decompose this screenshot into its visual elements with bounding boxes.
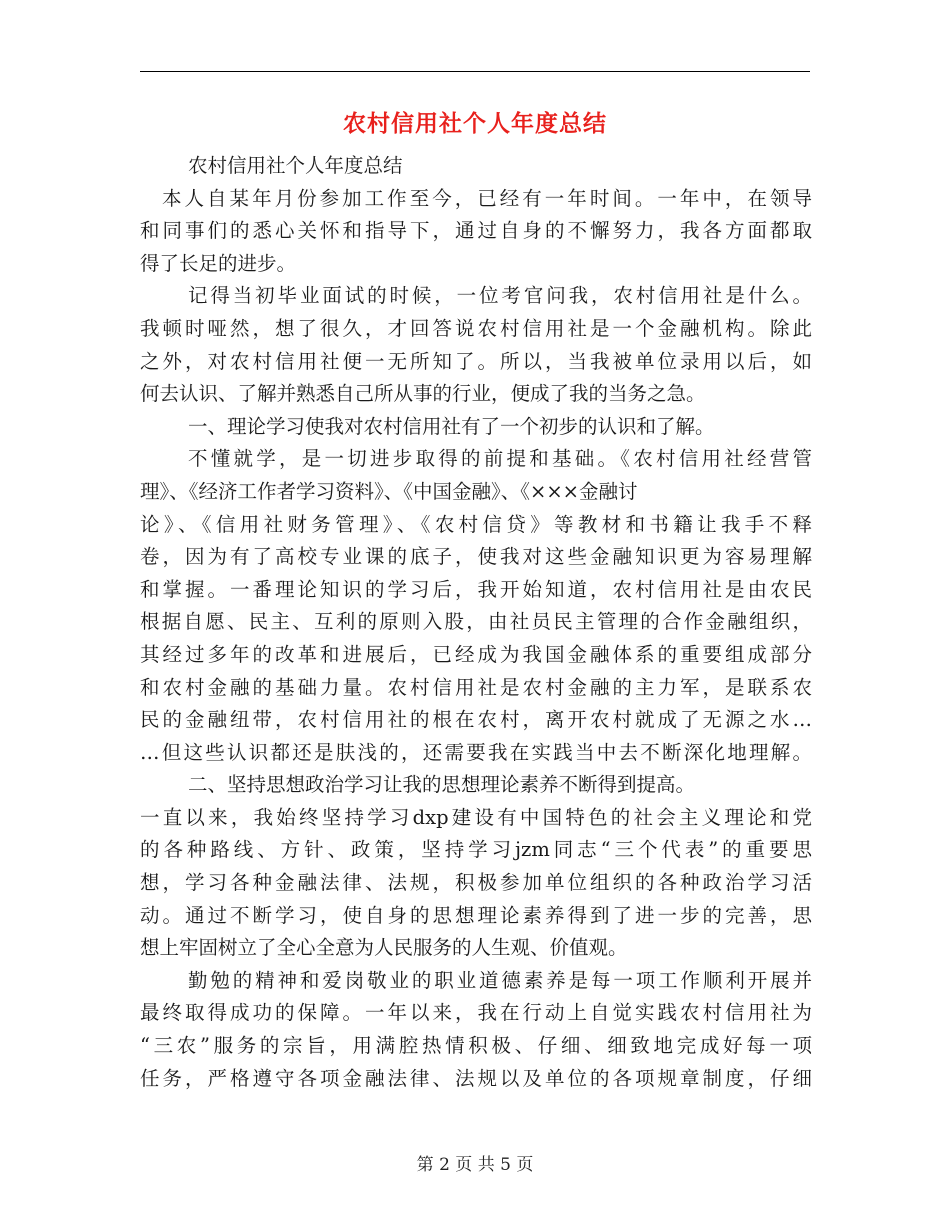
paragraph-line: 和掌握。一番理论知识的学习后，我开始知道，农村信用社是由农民 [140,577,812,601]
paragraph-line: 论》、《信用社财务管理》、《农村信贷》等教材和书籍让我手不释 [140,512,812,536]
paragraph-line: 得了长足的进步。 [140,251,297,275]
paragraph-line: 其经过多年的改革和进展后，已经成为我国金融体系的重要组成部分 [140,642,812,666]
paragraph-line: 任务，严格遵守各项金融法律、法规以及单位的各项规章制度，仔细 [140,1066,812,1090]
paragraph-line: 根据自愿、民主、互利的原则入股，由社员民主管理的合作金融组织， [140,610,812,634]
paragraph-line: 之外，对农村信用社便一无所知了。所以，当我被单位录用以后，如 [140,349,812,373]
paragraph-line: 我顿时哑然，想了很久，才回答说农村信用社是一个金融机构。除此 [140,316,812,340]
paragraph-line: 理》、《经济工作者学习资料》、《中国金融》、《×××金融讨 [140,479,638,503]
paragraph-line: 最终取得成功的保障。一年以来，我在行动上自觉实践农村信用社为 [140,1001,812,1025]
paragraph-line: …但这些认识都还是肤浅的，还需要我在实践当中去不断深化地理解。 [140,740,812,764]
paragraph-line: “三农”服务的宗旨，用满腔热情积极、仔细、细致地完成好每一项 [140,1034,812,1058]
paragraph-line: 想，学习各种金融法律、法规，积极参加单位组织的各种政治学习活 [140,871,812,895]
paragraph-line: 卷，因为有了高校专业课的底子，使我对这些金融知识更为容易理解 [140,545,812,569]
paragraph-line: 动。通过不断学习，使自身的思想理论素养得到了进一步的完善，思 [140,903,812,927]
subtitle-line: 农村信用社个人年度总结 [188,154,403,177]
paragraph-line: 勤勉的精神和爱岗敬业的职业道德素养是每一项工作顺利开展并 [188,968,812,992]
paragraph-line: 想上牢固树立了全心全意为人民服务的人生观、价值观。 [140,936,628,960]
paragraph-line: 和同事们的悉心关怀和指导下，通过自身的不懈努力，我各方面都取 [140,219,812,243]
paragraph-line: 何去认识、了解并熟悉自己所从事的行业，便成了我的当务之急。 [140,382,706,406]
paragraph-line: 民的金融纽带，农村信用社的根在农村，离开农村就成了无源之水… [140,708,812,732]
header-rule [140,71,810,72]
paragraph-line: 不懂就学，是一切进步取得的前提和基础。《农村信用社经营管 [188,447,812,471]
paragraph-line: 一直以来，我始终坚持学习dxp建设有中国特色的社会主义理论和党 [140,805,812,829]
document-body [140,150,812,1095]
paragraph-line: 的各种路线、方针、政策，坚持学习jzm同志“三个代表”的重要思 [140,838,812,862]
page-number: 第 2 页 共 5 页 [416,1155,534,1175]
paragraph-line: 记得当初毕业面试的时候，一位考官问我，农村信用社是什么。 [188,284,812,308]
document-title: 农村信用社个人年度总结 [343,110,607,137]
section-heading-2: 二、坚持思想政治学习让我的思想理论素养不断得到提高。 [188,773,696,797]
section-heading-1: 一、理论学习使我对农村信用社有了一个初步的认识和了解。 [188,414,715,438]
paragraph-line: 和农村金融的基础力量。农村信用社是农村金融的主力军，是联系农 [140,675,812,699]
paragraph-line: 本人自某年月份参加工作至今，已经有一年时间。一年中，在领导 [162,186,812,210]
